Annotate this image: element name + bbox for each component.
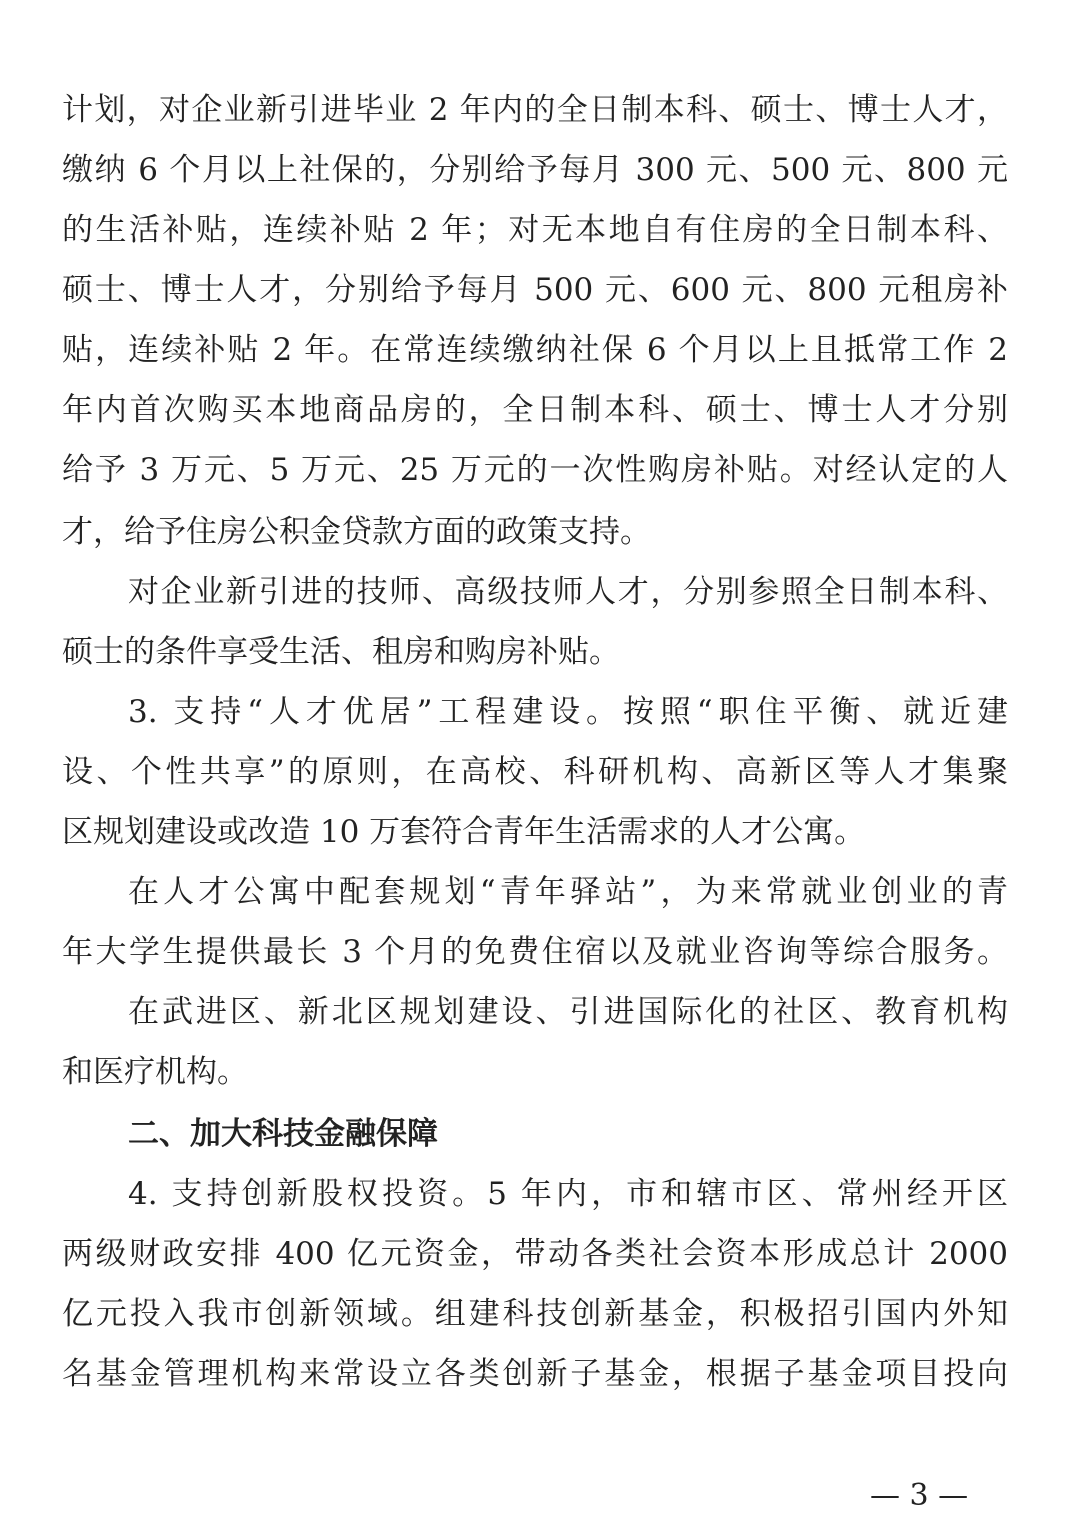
- text-line: 亿元投入我市创新领域。组建科技创新基金，积极招引国内外知: [62, 1296, 1008, 1332]
- text-line: 硕士的条件享受生活、租房和购房补贴。: [62, 634, 620, 670]
- text-line: 年大学生提供最长 3 个月的免费住宿以及就业咨询等综合服务。: [62, 934, 1008, 970]
- section-item-4-title: 4. 支持创新股权投资。5 年内，市和辖市区、常州经开区: [128, 1176, 1008, 1212]
- page-number: — 3 —: [870, 1478, 969, 1513]
- text-line: 区规划建设或改造 10 万套符合青年生活需求的人才公寓。: [62, 814, 866, 850]
- text-line: 年内首次购买本地商品房的，全日制本科、硕士、博士人才分别: [62, 392, 1008, 428]
- text-line: 两级财政安排 400 亿元资金，带动各类社会资本形成总计 2000: [62, 1236, 1008, 1272]
- text-line: 对企业新引进的技师、高级技师人才，分别参照全日制本科、: [128, 574, 1008, 610]
- text-line: 设、个性共享”的原则，在高校、科研机构、高新区等人才集聚: [62, 754, 1008, 790]
- section-heading: 二、加大科技金融保障: [128, 1116, 438, 1152]
- text-line: 在武进区、新北区规划建设、引进国际化的社区、教育机构: [128, 994, 1008, 1030]
- text-line: 名基金管理机构来常设立各类创新子基金，根据子基金项目投向: [62, 1356, 1008, 1392]
- text-line: 在人才公寓中配套规划“青年驿站”，为来常就业创业的青: [128, 874, 1008, 910]
- text-line: 硕士、博士人才，分别给予每月 500 元、600 元、800 元租房补: [62, 272, 1008, 308]
- text-line: 计划，对企业新引进毕业 2 年内的全日制本科、硕士、博士人才，: [62, 92, 1008, 128]
- text-line: 才，给予住房公积金贷款方面的政策支持。: [62, 514, 651, 550]
- text-line: 和医疗机构。: [62, 1054, 248, 1090]
- text-line: 贴，连续补贴 2 年。在常连续缴纳社保 6 个月以上且抵常工作 2: [62, 332, 1008, 368]
- text-line: 给予 3 万元、5 万元、25 万元的一次性购房补贴。对经认定的人: [62, 452, 1008, 488]
- text-line: 缴纳 6 个月以上社保的，分别给予每月 300 元、500 元、800 元: [62, 152, 1008, 188]
- text-line: 的生活补贴，连续补贴 2 年；对无本地自有住房的全日制本科、: [62, 212, 1008, 248]
- section-item-3-title: 3. 支持“人才优居”工程建设。按照“职住平衡、就近建: [128, 694, 1008, 730]
